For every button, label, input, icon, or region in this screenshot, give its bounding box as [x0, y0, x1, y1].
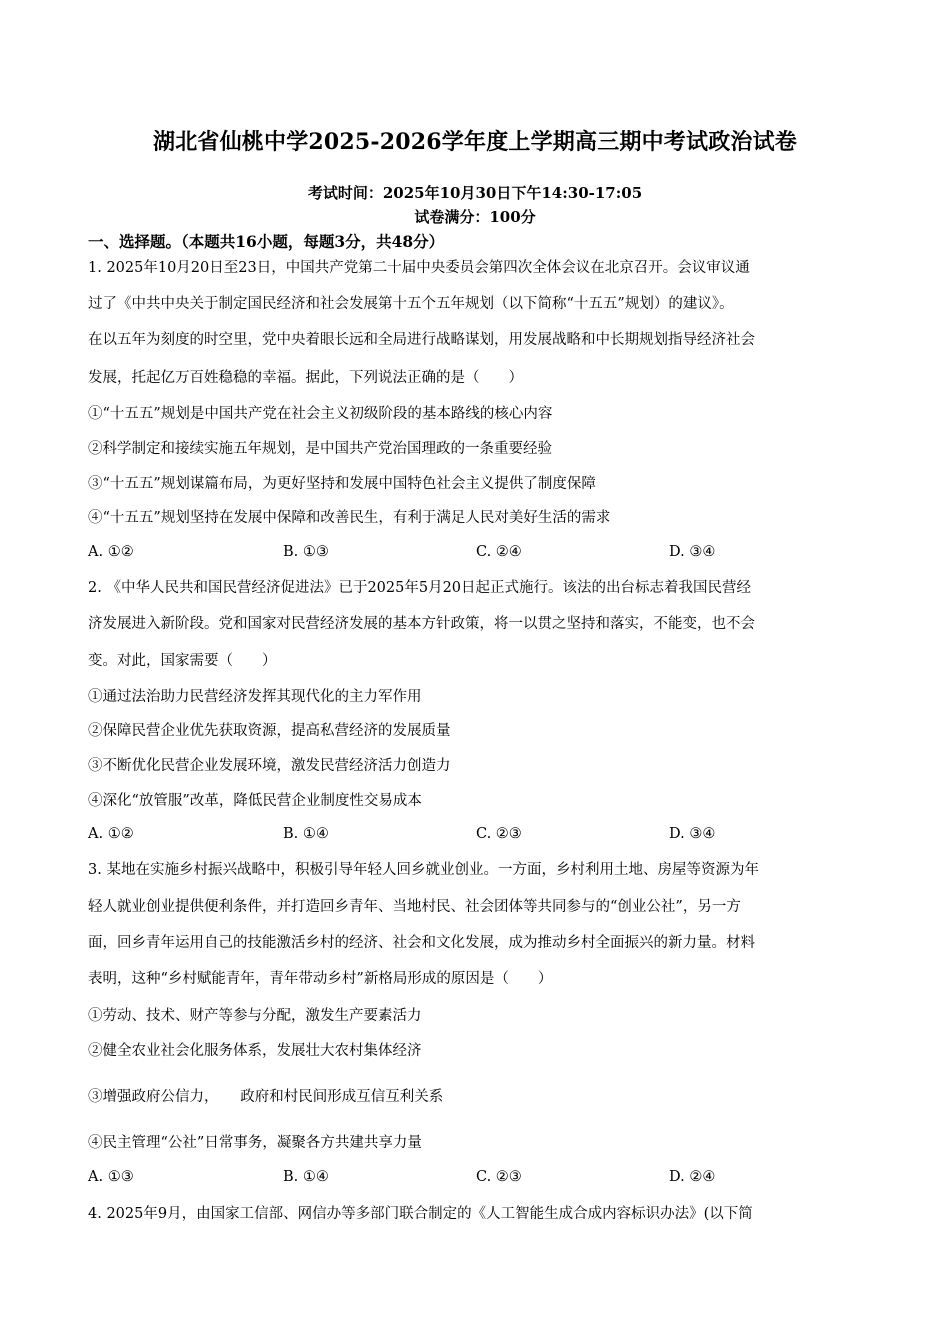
question-4-stem-line: 4. 2025年9月，由国家工信部、网信办等多部门联合制定的《人工智能生成合成内容标识办法》(以下简 — [88, 1206, 753, 1222]
option-b: B. ①③ — [283, 544, 329, 560]
question-3-item: ①劳动、技术、财产等参与分配，激发生产要素活力 — [88, 1008, 422, 1024]
question-3-stem-line: 表明，这种“乡村赋能青年，青年带动乡村”新格局形成的原因是（ ） — [88, 971, 553, 987]
question-1-stem-line: 在以五年为刻度的时空里，党中央着眼长远和全局进行战略谋划，用发展战略和中长期规划指导经济社会 — [88, 332, 755, 348]
option-a: A. ①② — [88, 544, 134, 560]
question-1-stem-line: 发展，托起亿万百姓稳稳的幸福。据此，下列说法正确的是（ ） — [88, 370, 523, 386]
question-3-stem-line: 轻人就业创业提供便利条件，并打造回乡青年、当地村民、社会团体等共同参与的“创业公社”，另一方 — [88, 899, 741, 915]
question-3-item: ④民主管理“公社”日常事务，凝聚各方共建共享力量 — [88, 1135, 422, 1151]
option-d: D. ②④ — [669, 1169, 716, 1185]
exam-title: 湖北省仙桃中学2025-2026学年度上学期高三期中考试政治试卷 — [153, 129, 797, 155]
question-2-stem-line: 变。对此，国家需要（ ） — [88, 653, 277, 669]
exam-time: 考试时间：2025年10月30日下午14:30-17:05 — [307, 184, 643, 202]
question-3-item: ③增强政府公信力， 政府和村民间形成互信互利关系 — [88, 1089, 444, 1105]
question-1-stem-line: 过了《中共中央关于制定国民经济和社会发展第十五个五年规划（以下简称“十五五”规划）的建议》。 — [88, 296, 734, 312]
question-3-stem-line: 3. 某地在实施乡村振兴战略中，积极引导年轻人回乡就业创业。一方面，乡村利用土地、房屋等资源为年 — [88, 862, 759, 878]
question-1-item: ④“十五五”规划坚持在发展中保障和改善民生，有利于满足人民对美好生活的需求 — [88, 510, 611, 526]
question-2-stem-line: 济发展进入新阶段。党和国家对民营经济发展的基本方针政策，将一以贯之坚持和落实，不能变，也不会 — [88, 616, 755, 632]
question-3-item: ②健全农业社会化服务体系，发展壮大农村集体经济 — [88, 1043, 422, 1059]
option-d: D. ③④ — [669, 826, 716, 842]
option-b: B. ①④ — [283, 826, 329, 842]
question-1-item: ②科学制定和接续实施五年规划，是中国共产党治国理政的一条重要经验 — [88, 441, 552, 457]
question-1-item: ③“十五五”规划谋篇布局，为更好坚持和发展中国特色社会主义提供了制度保障 — [88, 476, 596, 492]
question-1-stem-line: 1. 2025年10月20日至23日，中国共产党第二十届中央委员会第四次全体会议在北京召开。会议审议通 — [88, 260, 750, 276]
question-2-item: ④深化“放管服”改革，降低民营企业制度性交易成本 — [88, 793, 422, 809]
option-a: A. ①③ — [88, 1169, 134, 1185]
question-1-item: ①“十五五”规划是中国共产党在社会主义初级阶段的基本路线的核心内容 — [88, 406, 553, 422]
question-3-stem-line: 面，回乡青年运用自己的技能激活乡村的经济、社会和文化发展，成为推动乡村全面振兴的新力量。材料 — [88, 935, 755, 951]
option-a: A. ①② — [88, 826, 134, 842]
question-2-item: ③不断优化民营企业发展环境，激发民营经济活力创造力 — [88, 758, 451, 774]
question-2-item: ①通过法治助力民营经济发挥其现代化的主力军作用 — [88, 689, 422, 705]
option-c: C. ②③ — [476, 826, 522, 842]
question-2-item: ②保障民营企业优先获取资源，提高私营经济的发展质量 — [88, 723, 451, 739]
option-c: C. ②④ — [476, 544, 522, 560]
option-d: D. ③④ — [669, 544, 716, 560]
section-heading: 一、选择题。（本题共16小题，每题3分，共48分） — [88, 232, 445, 251]
full-score: 试卷满分：100分 — [414, 208, 536, 226]
option-b: B. ①④ — [283, 1169, 329, 1185]
option-c: C. ②③ — [476, 1169, 522, 1185]
question-2-stem-line: 2. 《中华人民共和国民营经济促进法》已于2025年5月20日起正式施行。该法的出台标志着我国民营经 — [88, 580, 752, 596]
